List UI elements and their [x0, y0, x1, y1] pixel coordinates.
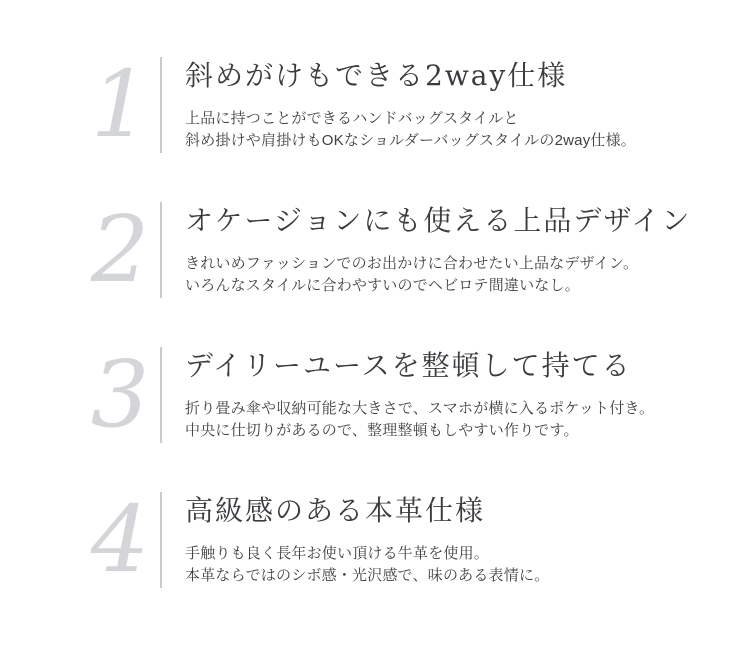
description-line: 手触りも良く長年お使い頂ける牛革を使用。: [185, 544, 490, 562]
feature-number-3: 3: [90, 341, 150, 448]
feature-heading-2: オケージョンにも使える上品デザイン: [185, 204, 692, 237]
feature-number-4: 4: [90, 486, 150, 593]
feature-heading-3: デイリーユースを整頓して持てる: [185, 349, 632, 382]
feature-content-4: [162, 492, 549, 588]
feature-item-2: [86, 196, 730, 303]
feature-item-4: [86, 486, 730, 593]
description-line: いろんなスタイルに合わやすいのでヘビロテ間違いなし。: [185, 276, 580, 294]
feature-content-2: [162, 202, 691, 298]
description-line: 折り畳み傘や収納可能な大きさで、スマホが横に入るポケット付き。: [185, 399, 655, 417]
feature-number-2: 2: [90, 196, 150, 303]
feature-description-3: [185, 398, 654, 442]
feature-content-3: [162, 347, 654, 443]
feature-content-1: [162, 57, 636, 153]
feature-number-1: 1: [90, 51, 150, 158]
description-line: 斜め掛けや肩掛けもOKなショルダーバッグスタイルの2way仕様。: [185, 131, 636, 149]
description-line: 本革ならではのシボ感・光沢感で、味のある表情に。: [185, 566, 550, 584]
description-line: きれいめファッションでのお出かけに合わせたい上品なデザイン。: [185, 254, 639, 272]
feature-heading-4: 高級感のある本革仕様: [185, 494, 486, 527]
feature-description-2: [185, 253, 691, 297]
description-line: 中央に仕切りがあるので、整理整頓もしやすい作りです。: [185, 421, 579, 439]
feature-heading-1: 斜めがけもできる2way仕様: [185, 59, 568, 92]
feature-item-3: [86, 341, 730, 448]
description-line: 上品に持つことができるハンドバッグスタイルと: [185, 109, 519, 127]
feature-description-4: [185, 543, 549, 587]
feature-description-1: [185, 108, 636, 152]
feature-item-1: [86, 51, 730, 158]
